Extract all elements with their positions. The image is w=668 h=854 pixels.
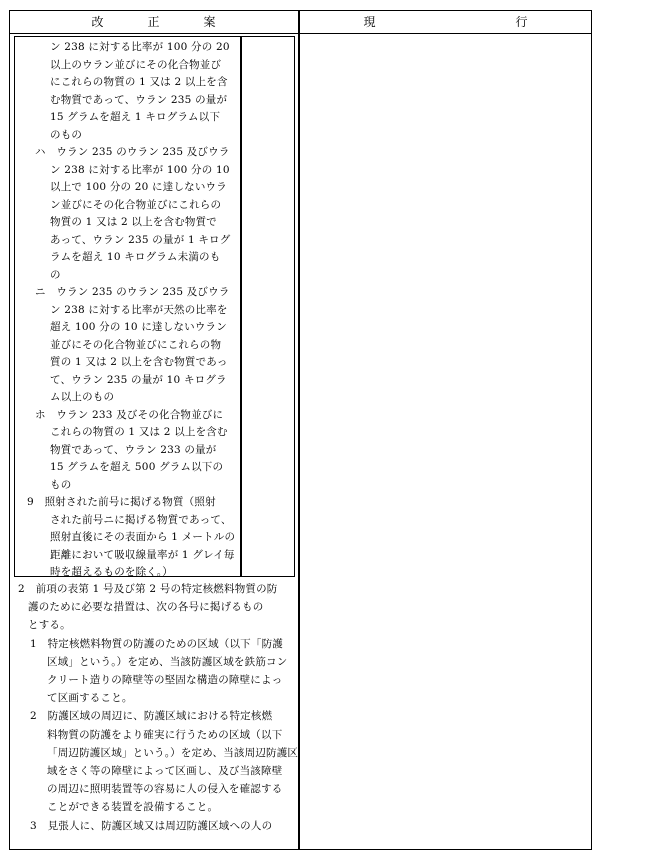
inner-line: ニ ウラン 235 のウラン 235 及びウラ [35, 286, 230, 298]
outer-line: の周辺に照明装置等の容易に人の侵入を確認する [47, 783, 283, 796]
inner-line: 物質の 1 又は 2 以上を含む物質で [50, 216, 218, 228]
column-divider [298, 10, 300, 850]
inner-line: の [50, 268, 61, 281]
outer-line: ことができる装置を設備すること。 [47, 801, 219, 814]
inner-line: された前号ニに掲げる物質であって、 [50, 513, 232, 526]
header-current-label: 現行 [363, 15, 668, 29]
inner-line: あって、ウラン 235 の量が 1 キログ [50, 233, 231, 246]
inner-line: 以上で 100 分の 20 に達しないウラ [50, 181, 227, 193]
inner-line: これらの物質の 1 又は 2 以上を含む [50, 426, 228, 438]
inner-line: のもの [50, 128, 83, 141]
inner-line: 照射直後にその表面から 1 メートルの [50, 531, 236, 543]
inner-line: て、ウラン 235 の量が 10 キログラ [50, 373, 227, 386]
outer-line: 域をさく等の障壁によって区画し、及び当該障壁 [47, 765, 283, 777]
inner-line: む物質であって、ウラン 235 の量が [50, 93, 228, 106]
outer-line: 3 見張人に、防護区域又は周辺防護区域への人の [30, 819, 273, 832]
inner-line: ホ ウラン 233 及びその化合物並びに [35, 408, 224, 421]
inner-line: 15 グラムを超え 1 キログラム以下 [50, 111, 221, 123]
inner-line: にこれらの物質の 1 又は 2 以上を含 [50, 76, 228, 88]
inner-line: 物質であって、ウラン 233 の量が [50, 443, 217, 456]
outer-line: 護のために必要な措置は、次の各号に掲げるもの [28, 601, 264, 614]
inner-line: ハ ウラン 235 のウラン 235 及びウラ [35, 146, 230, 158]
inner-line: ン 238 に対する比率が 100 分の 20 [50, 41, 230, 53]
inner-line: ム以上のもの [50, 391, 115, 403]
outer-line: とする。 [28, 619, 71, 632]
outer-line: 料物質の防護をより確実に行うための区域（以下 [47, 728, 283, 741]
inner-line: ラムを超え 10 キログラム未満のも [50, 251, 221, 263]
header-proposed [9, 10, 298, 34]
inner-line: 9 照射された前号に掲げる物質（照射 [27, 496, 216, 508]
inner-line: 距離において吸収線量率が 1 グレイ毎 [50, 548, 235, 561]
outer-line: 区域」という。）を定め、当該防護区域を鉄筋コン [47, 655, 288, 668]
header-proposed-label: 改正案 [91, 15, 260, 29]
inner-line: ン 238 に対する比率が 100 分の 10 [50, 163, 230, 176]
outer-line: 2 前項の表第 1 号及び第 2 号の特定核燃料物質の防 [18, 583, 278, 595]
inner-line: もの [50, 478, 72, 491]
inner-line: 並びにその化合物並びにこれらの物 [50, 338, 222, 351]
outer-line: 1 特定核燃料物質の防護のための区域（以下「防護 [30, 637, 283, 650]
outer-line: クリート造りの障壁等の堅固な構造の障壁によっ [47, 674, 283, 686]
inner-line: 質の 1 又は 2 以上を含む物質であっ [50, 356, 228, 368]
inner-column-divider [240, 36, 242, 577]
outer-line: て区画すること。 [47, 692, 133, 705]
inner-line: 以上のウラン並びにその化合物並び [50, 58, 222, 71]
inner-line: 超え 100 分の 10 に達しないウラン [50, 321, 227, 333]
inner-line: 時を超えるものを除く。） [50, 566, 173, 578]
outer-line: 「周辺防護区域」という。）を定め、当該周辺防護区 [47, 746, 299, 759]
header-current [299, 10, 668, 34]
outer-line: 2 防護区域の周辺に、防護区域における特定核燃 [30, 710, 273, 723]
inner-line: ン並びにその化合物並びにこれらの [50, 198, 222, 211]
inner-line: ン 238 に対する比率が天然の比率を [50, 303, 228, 316]
inner-line: 15 グラムを超え 500 グラム以下の [50, 461, 224, 473]
